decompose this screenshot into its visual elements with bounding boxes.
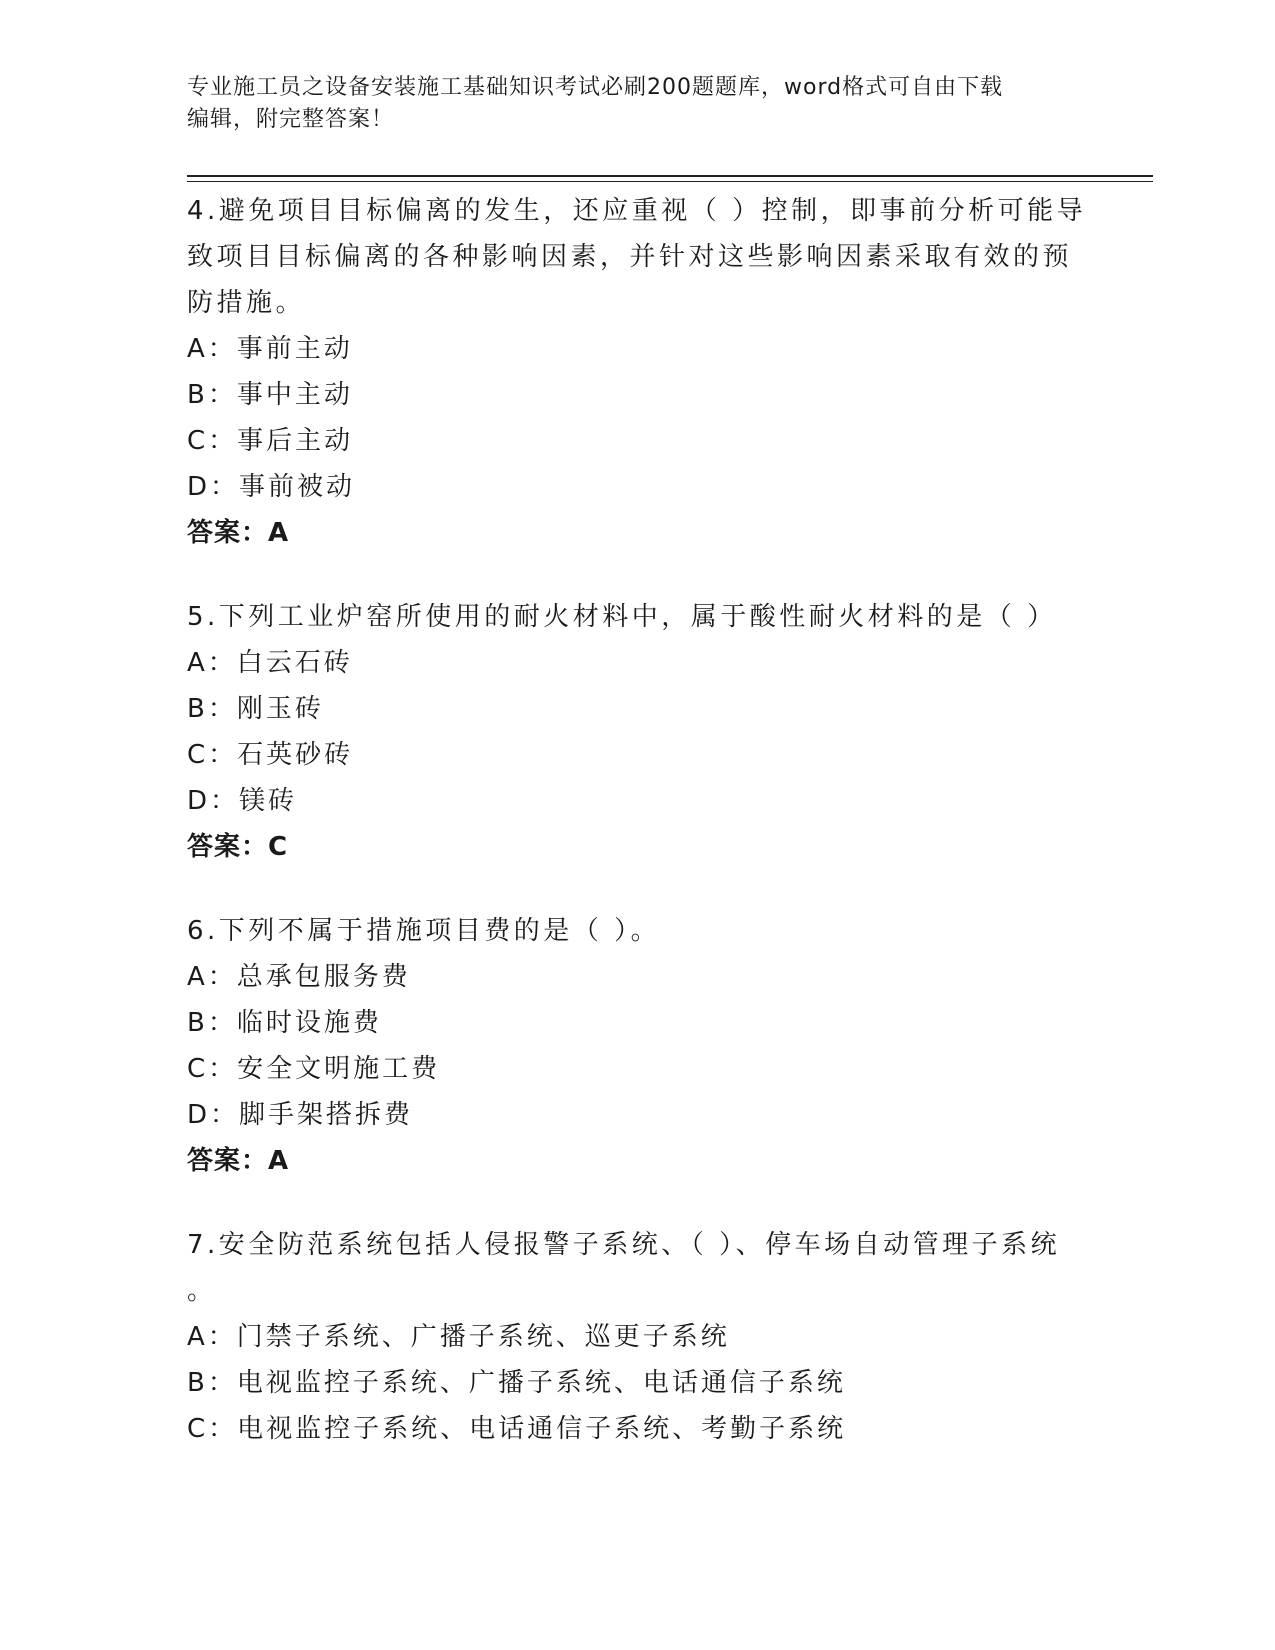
option-c: C：电视监控子系统、电话通信子系统、考勤子系统 [187,1414,847,1444]
stem-line: 6.下列不属于措施项目费的是（ ）。 [187,916,661,946]
option-c: C：安全文明施工费 [187,1054,441,1084]
stem-line: 7.安全防范系统包括人侵报警子系统、（ ）、停车场自动管理子系统 [187,1230,1061,1260]
option-d: D：镁砖 [187,786,298,816]
question-4 [187,188,1087,556]
answer-label: 答案：C [187,832,289,862]
option-a: A：白云石砖 [187,648,353,678]
question-stem [187,594,1087,640]
question-stem [187,188,1087,326]
option-b: B：电视监控子系统、广播子系统、电话通信子系统 [187,1368,846,1398]
question-stem [187,908,1087,954]
option-c: C：事后主动 [187,426,354,456]
stem-line: 4.避免项目目标偏离的发生，还应重视（ ）控制，即事前分析可能导 [187,196,1087,226]
answer-label: 答案：A [187,1146,290,1176]
option-b: B：事中主动 [187,380,353,410]
stem-line: 。 [187,1276,217,1306]
option-a: A：总承包服务费 [187,962,411,992]
option-d: D：事前被动 [187,472,356,502]
document-header [187,72,1067,136]
question-list [187,188,1087,1490]
stem-line: 防措施。 [187,288,306,318]
option-a: A：事前主动 [187,334,353,364]
stem-line: 致项目目标偏离的各种影响因素，并针对这些影响因素采取有效的预 [187,242,1073,272]
option-b: B：临时设施费 [187,1008,382,1038]
question-stem [187,1222,1087,1314]
option-a: A：门禁子系统、广播子系统、巡更子系统 [187,1322,730,1352]
header-line-1: 专业施工员之设备安装施工基础知识考试必刷200题题库，word格式可自由下载 [187,75,1004,100]
header-line-2: 编辑，附完整答案！ [187,107,395,132]
header-divider-top [187,175,1153,177]
option-b: B：刚玉砖 [187,694,324,724]
stem-line: 5.下列工业炉窑所使用的耐火材料中，属于酸性耐火材料的是（ ） [187,602,1057,632]
option-c: C：石英砂砖 [187,740,354,770]
header-divider-bottom [187,181,1153,182]
answer-label: 答案：A [187,518,290,548]
question-5 [187,594,1087,870]
question-6 [187,908,1087,1184]
question-7 [187,1222,1087,1452]
option-d: D：脚手架搭拆费 [187,1100,414,1130]
